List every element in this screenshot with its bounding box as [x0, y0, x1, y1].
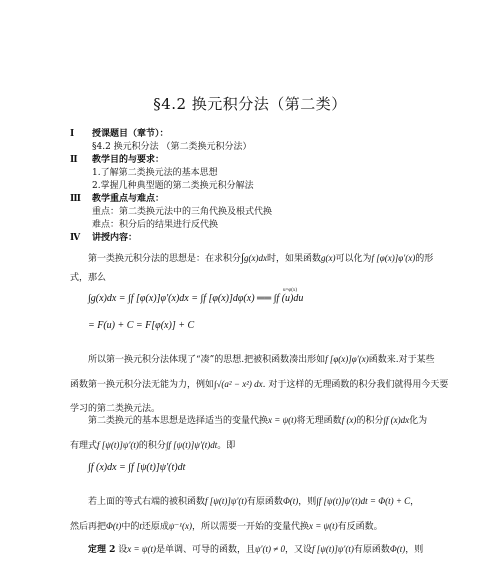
text: 有反函数。 [337, 522, 383, 532]
math: ∫f [ψ(t)]ψ′(t)dt [165, 440, 218, 450]
math: x = ψ(t) [127, 544, 156, 554]
section-heading: 教学目的与要求： [92, 155, 165, 165]
text: 化为 [409, 416, 428, 426]
outline-section-4 [70, 232, 460, 245]
text: 是单调、可导的函数，且 [155, 545, 255, 555]
text: ，则 [405, 545, 424, 555]
paragraph-3 [70, 408, 470, 458]
outline-section-2 [70, 154, 460, 167]
math: ∫√(a² − x²) dx [214, 379, 263, 389]
text: 有理式 [70, 441, 98, 451]
math: f [ψ(t)]ψ′(t) [311, 544, 354, 554]
section-number: Ⅰ [70, 129, 75, 139]
section-line: 2.掌握几种典型题的第二类换元积分解法 [92, 181, 254, 191]
section-line: 1.了解第二类换元法的基本思想 [92, 168, 218, 178]
theorem-2 [70, 543, 470, 557]
math: ψ⁻¹(x) [168, 521, 192, 531]
math: f [ψ(t)]ψ′(t) [97, 440, 139, 450]
paragraph-4 [70, 489, 470, 539]
text: 学习的第二类换元法。 [70, 404, 161, 414]
text: 中的 [121, 522, 140, 532]
text: 然后再把 [70, 522, 107, 532]
text: 第一类换元积分法的思想是：在求积分 [88, 254, 242, 264]
math: Φ(t) [389, 544, 406, 554]
text: ，则 [298, 497, 317, 507]
text: 所以第一换元积分法体现了“凑”的思想.把被积函数凑出形如 [88, 355, 326, 365]
math: x = ψ(t) [268, 415, 297, 425]
math: t [139, 521, 142, 531]
math: ∫f (x)dx [383, 415, 410, 425]
math: ∫f [ψ(t)]ψ′(t)dt = Φ(t) + C [316, 496, 411, 506]
text: 设 [118, 545, 128, 555]
text: 的形 [415, 254, 434, 264]
section-line: 重点：第二类换元法中的三角代换及根式代换 [92, 207, 273, 217]
math: x = ψ(t) [308, 521, 338, 531]
math: g(x) [321, 253, 336, 263]
text: 函数第一换元积分法无能为力，例如 [70, 380, 215, 390]
text: 有原函数 [353, 545, 390, 555]
text: 的积分 [138, 441, 166, 451]
text: 的积分 [356, 416, 384, 426]
math: Φ(t) [106, 521, 122, 531]
outline-section-1 [70, 128, 460, 141]
equation-1-substitution: u=φ(x) [283, 288, 298, 293]
text: ，所以需要一开始的变量代换 [191, 522, 309, 532]
equation-2: = F(u) + C = F[φ(x)] + C [88, 320, 195, 331]
section-number: Ⅱ [70, 155, 78, 165]
page-title: §4.2 换元积分法（第二类） [153, 95, 347, 113]
theorem-label: 定理 2 [88, 545, 116, 555]
section-heading: 授课题目（章节）： [92, 129, 169, 139]
section-number: Ⅳ [70, 233, 81, 243]
math: f [φ(x)]φ′(x) [325, 354, 369, 364]
section-heading: 教学重点与难点： [92, 194, 165, 204]
math: f [ψ(t)]ψ′(t) [205, 496, 247, 506]
section-heading: 讲授内容： [92, 233, 138, 243]
text: 还原成 [141, 522, 169, 532]
text: ， [410, 497, 420, 507]
math: g(x)dx [244, 253, 268, 263]
text: 可以化为 [335, 254, 372, 264]
text: 式，那么 [70, 273, 107, 283]
section-line: 难点：积分后的结果进行反代换 [92, 220, 219, 230]
math: f [φ(x)]φ′(x) [371, 253, 416, 263]
outline-section-3 [70, 193, 460, 206]
equation-1: ∫g(x)dx = ∫f [φ(x)]φ′(x)dx = ∫f [φ(x)]dφ(x) ══ ∫f (u)du [88, 293, 304, 304]
equation-3: ∫f (x)dx = ∫f [ψ(t)]ψ′(t)dt [88, 462, 186, 473]
math: Φ(t) [282, 496, 299, 506]
section-line: §4.2 换元积分法 （第二类换元积分法） [92, 142, 252, 152]
text: ，又设 [284, 545, 312, 555]
text: . 对于这样的无理函数的积分我们就得用今天要 [262, 380, 449, 390]
text: 。即 [217, 441, 236, 451]
paragraph-1: 第一类换元积分法的思想是：在求积分∫g(x)dx时，如果函数g(x)可以化为f [φ(x)]φ′(x)的形 式，那么 [70, 252, 470, 285]
text: 时，如果函数 [267, 254, 322, 264]
text: 将无理函数 [296, 416, 342, 426]
section-number: Ⅲ [70, 194, 81, 204]
math: f (x) [341, 415, 357, 425]
text: 有原函数 [246, 497, 283, 507]
outline [70, 128, 460, 245]
math: ψ′(t) ≠ 0 [254, 544, 285, 554]
text: 第二类换元的基本思想是选择适当的变量代换 [88, 416, 269, 426]
text: 函数来.对于某些 [368, 355, 435, 365]
text: 若上面的等式右端的被积函数 [88, 497, 206, 507]
